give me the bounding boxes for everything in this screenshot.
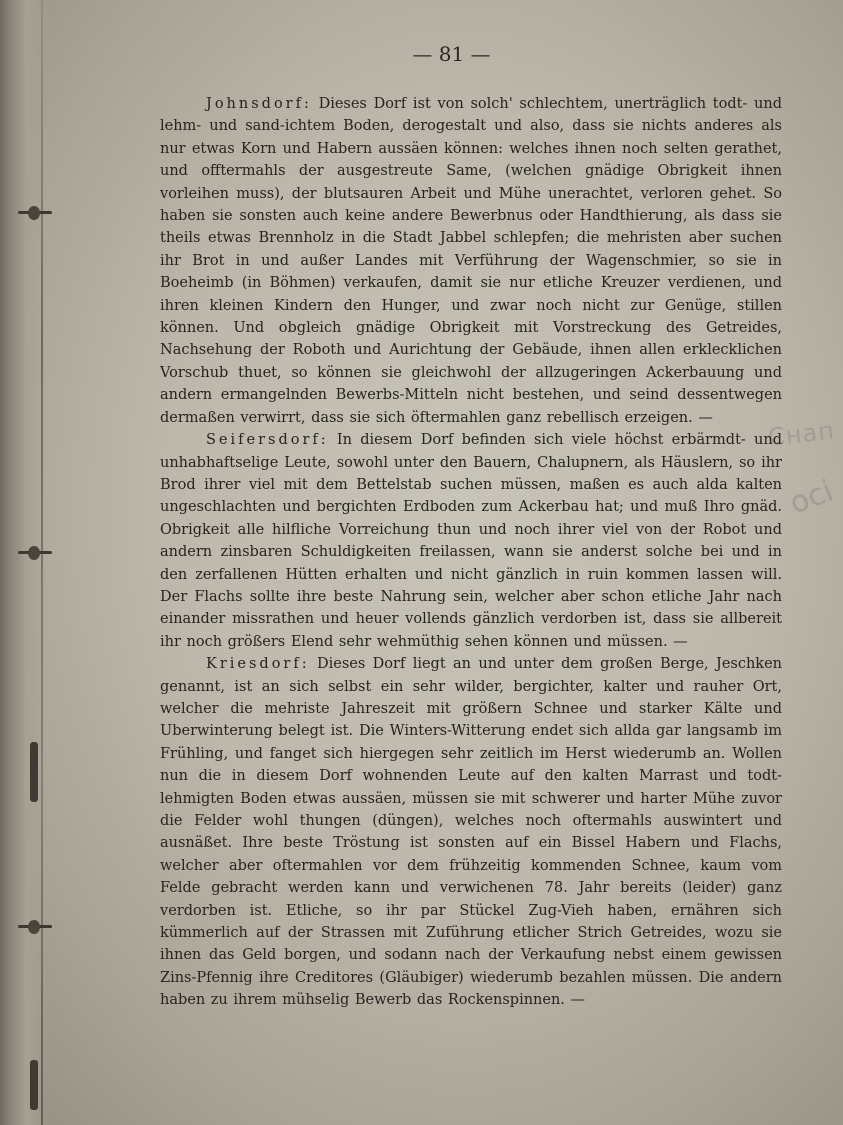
binding-stitch — [18, 920, 52, 934]
page-number: — 81 — — [412, 42, 491, 66]
page-body — [160, 93, 782, 1012]
binding-stitch — [18, 546, 52, 560]
binding-tear — [30, 742, 38, 802]
place-heading: Kriesdorf: — [206, 656, 310, 673]
binding-crease — [41, 0, 43, 1125]
binding-tear — [30, 1060, 38, 1110]
place-heading: Seifersdorf: — [206, 432, 329, 449]
paragraph-text: Dieses Dorf liegt an und unter dem großen Berge, Jeschken genannt, ist an sich selbst ein sehr wilder, bergichter, kalter und rauher Ort, welcher die mehriste Jahreszeit mit größern Schnee und starker Kälte und Uberwinterung belegt ist. Die Winters-Witterung endet sich allda gar langsamb im Frühling, und fanget sich hiergegen sehr zeitlich im Herst wiederumb an. Wollen nun die in diesem Dorf wohnenden Leute auf den kalten Marrast und todt-lehmigten Boden etwas aussäen, müssen sie mit schwerer und harter Mühe zuvor die Felder wohl thungen (düngen), welches noch oftermahls auswintert und ausnäßet. Ihre beste Tröstung ist sonsten auf ein Bissel Habern und Flachs, welcher aber oftermahlen vor dem frühzeitig kommenden Schnee, kaum vom Felde gebracht werden kann und verwichenen 78. Jahr bereits (leider) ganz verdorben ist. Etliche, so ihr par Stückel Zug-Vieh haben, ernähren sich kümmerlich auf der Strassen mit Zuführung etlicher Strich Getreides, wozu sie ihnen das Geld borgen, und sodann nach der Verkaufung nebst einem gewissen Zins-Pfennig ihre Creditores (Gläubiger) wiederumb bezahlen müssen. Die andern haben zu ihrem mühselig Bewerb das Rockenspinnen. — — [160, 656, 783, 1009]
paragraph-text: Dieses Dorf ist von solch' schlechtem, unerträglich todt- und lehm- und sand-ichtem Boden, derogestalt und also, dass sie nichts anderes als nur etwas Korn und Habern aussäen können: welches ihnen noch selten gerathet, und offtermahls der ausgestreute Same, (welchen gnädige Obrigkeit ihnen vorleihen muss), der blutsauren Arbeit und Mühe unerachtet, verloren gehet. So haben sie sonsten auch keine andere Bewerbnus oder Handthierung, als dass sie theils etwas Brennholz in die Stadt Jabbel schlepfen; die mehristen aber suchen ihr Brot in und außer Landes mit Verführung der Wagenschmier, so sie in Boeheimb (in Böhmen) verkaufen, damit sie nur etliche Kreuzer verdienen, und ihren kleinen Kindern den Hunger, und zwar noch nicht zur Genüge, stillen können. Und obgleich gnädige Obrigkeit mit Vorstreckung des Getreides, Nachsehung der Roboth und Aurichtung der Gebäude, ihnen allen erklecklichen Vorschub thuet, so können sie gleichwohl der allzugeringen Ackerbauung und andern ermangelnden Bewerbs-Mitteln nicht bestehen, und seind dessentwegen dermaßen verwirrt, dass sie sich öftermahlen ganz rebellisch erzeigen. — — [160, 96, 783, 426]
paragraph-kriesdorf — [160, 653, 782, 1012]
paragraph-seifersdorf — [160, 429, 782, 653]
paragraph-text: In diesem Dorf befinden sich viele höchst erbärmdt- und unhabhaftselige Leute, sowohl unter den Bauern, Chalupnern, als Häuslern, so ihr Brod ihrer viel mit dem Bettelstab suchen müssen, maßen es auch alda kalten ungeschlachten und bergichten Erdboden zum Ackerbau hat; und muß Ihro gnäd. Obrigkeit alle hilfliche Vorreichung thun und noch ihrer viel von der Robot und andern zinsbaren Schuldigkeiten freilassen, wann sie anderst solche bei und in den zerfallenen Hütten erhalten und nicht gänzlich in ruin kommen lassen will. Der Flachs sollte ihre beste Nahrung sein, welcher aber schon etliche Jahr nach einander missrathen und heuer vollends gänzlich verdorben ist, dass sie allbereit ihr noch größers Elend sehr wehmüthig sehen können und müssen. — — [160, 432, 782, 650]
margin-note: Снап — [766, 416, 837, 452]
paragraph-johnsdorf — [160, 93, 782, 429]
binding-stitch — [18, 206, 52, 220]
margin-note: осі — [785, 473, 838, 522]
place-heading: Johnsdorf: — [206, 96, 312, 112]
